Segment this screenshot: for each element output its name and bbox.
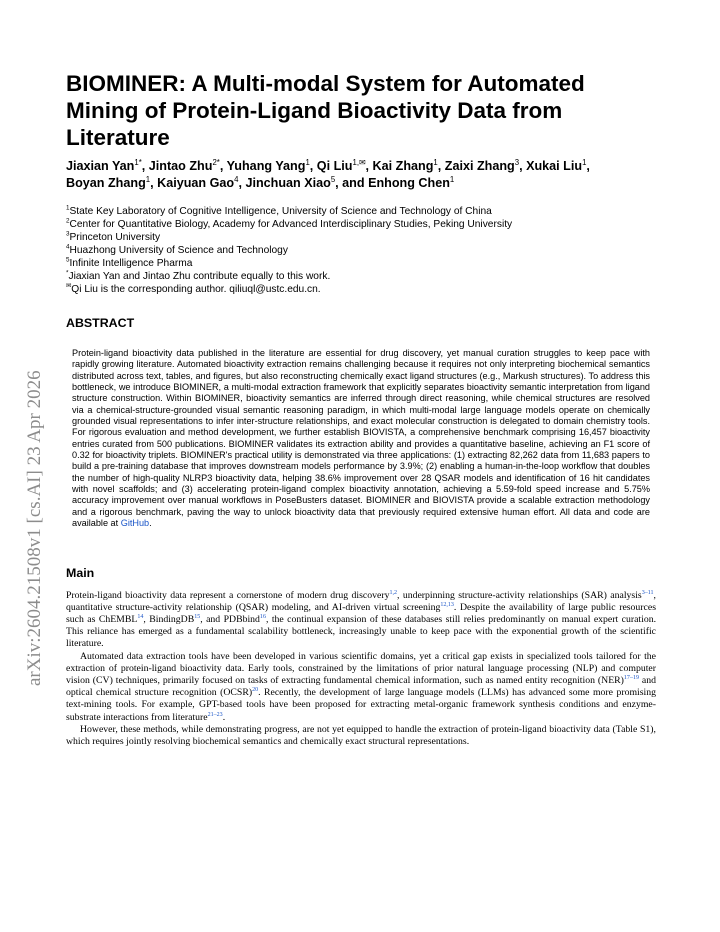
citation-link[interactable]: 12,13	[440, 601, 454, 608]
affiliation-mark: 3	[66, 230, 70, 238]
citation-link[interactable]: 1,2	[389, 589, 398, 596]
affiliation-line	[66, 218, 656, 231]
main-paragraph	[66, 651, 656, 724]
body-text: , the continual expansion of these databases still relies predominantly on manual expert curation. This reliance has emerged as a fundamental scalability bottleneck, increasingly unable to keep pace with the exponential growth of the scientific literature.	[66, 613, 657, 650]
affiliation-mark: 2	[66, 217, 70, 225]
affiliation-mark: *	[66, 269, 69, 277]
citation-link[interactable]: 17–19	[623, 674, 639, 681]
citation-link[interactable]: 20	[252, 686, 259, 693]
author-affiliation-mark: 4	[234, 174, 239, 184]
author-affiliation-mark: 1	[449, 174, 455, 184]
body-text: , quantitative structure-activity relationship (QSAR) modeling, and AI-driven virtual screening	[66, 589, 656, 613]
main-body	[66, 590, 656, 749]
main-paragraph	[66, 724, 656, 748]
body-text: .	[222, 711, 226, 723]
affiliation-line	[66, 257, 656, 270]
affiliation-mark: ✉	[66, 282, 72, 290]
author-affiliation-mark: 1	[433, 157, 438, 167]
abstract-end: .	[149, 518, 152, 529]
affiliation-text: Center for Quantitative Biology, Academy for Advanced Interdisciplinary Studies, Peking University	[69, 219, 513, 230]
body-text: , BindingDB	[143, 613, 195, 625]
affiliation-text: Infinite Intelligence Pharma	[69, 258, 193, 269]
body-text: and optical chemical structure recognition (OCSR)	[66, 674, 657, 699]
citation-link[interactable]: 16	[259, 613, 266, 620]
arxiv-stamp: arXiv:2604.21508v1 [cs.AI] 23 Apr 2026	[24, 370, 45, 686]
abstract-heading: ABSTRACT	[66, 316, 135, 330]
author-affiliation-mark: 1*	[134, 157, 142, 167]
affiliation-line	[66, 283, 656, 296]
author-name: Enhong Chen	[368, 175, 450, 190]
github-link[interactable]: GitHub	[120, 518, 150, 529]
body-text: Protein-ligand bioactivity data represent a cornerstone of modern drug discovery	[66, 589, 390, 601]
author-name: Xukai Liu	[526, 159, 583, 173]
affiliation-line	[66, 205, 656, 218]
author-affiliation-mark: 5	[330, 174, 336, 184]
author-name: Jinchuan Xiao	[245, 175, 331, 190]
author-name: Yuhang Yang	[226, 159, 306, 173]
body-text: , and PDBbind	[200, 613, 260, 625]
paper-page	[66, 70, 656, 748]
abstract-body	[72, 348, 650, 530]
author-affiliation-mark: 1,✉	[352, 157, 366, 167]
main-paragraph	[66, 590, 656, 651]
affiliation-mark: 1	[66, 204, 70, 212]
affiliation-text: Jiaxian Yan and Jintao Zhu contribute equally to this work.	[68, 271, 331, 282]
paper-title: BIOMINER: A Multi-modal System for Automated Mining of Protein-Ligand Bioactivity Data from Literature	[66, 71, 585, 150]
abstract-text: Protein-ligand bioactivity data published in the literature are essential for drug discovery, yet manual curation struggles to keep pace with rapidly growing literature. Automated bioactivity extraction remains challenging because it requires not only interpreting biochemical semantics distributed across text, tables, and figures, but also reconstructing chemically exact ligand structures (e.g., Markush structures). To address this bottleneck, we introduce BIOMINER, a multi-modal extraction framework that explicitly separates bioactivity semantic interpretation from ligand structure construction. Within BIOMINER, bioactivity semantics are inferred through direct reasoning, while chemical structures are resolved via a chemical-structure-grounded visual semantic reasoning paradigm, in which multi-modal large language models operate on chemically grounded visual representations to infer inter-structure relationships, and exact molecular construction is delegated to domain chemistry tools. For rigorous evaluation and method development, we further establish BIOVISTA, a comprehensive benchmark comprising 16,457 bioactivity entries curated from 500 publications. BIOMINER validates its extraction ability and provides a quantitative baseline, achieving an F1 score of 0.32 for bioactivity triplets. BIOMINER's practical utility is demonstrated via three applications: (1) extracting 82,262 data from 11,683 papers to build a pre-training database that improves downstream models performance by 3.9%; (2) enabling a human-in-the-loop workflow that doubles the number of high-quality NLRP3 bioactivity data, helping 38.6% improvement over 28 QSAR models and identification of 16 hit candidates with novel scaffolds; and (3) accelerating protein-ligand complex bioactivity annotation, achieving a 5.59-fold speed increase and 5.75% accuracy improvement over manual workflows in PoseBusters dataset. BIOMINER and BIOVISTA provide a scalable extraction methodology and a rigorous benchmark, paving the way to unlock bioactivity data that previously required extensive human effort. All data and code are available at	[72, 348, 650, 529]
affiliation-line	[66, 270, 656, 283]
citation-link[interactable]: 14	[137, 613, 144, 620]
body-text: . Despite the availability of large public resources such as ChEMBL	[66, 601, 657, 625]
affiliation-text: State Key Laboratory of Cognitive Intelligence, University of Science and Technology of China	[69, 206, 492, 217]
body-text: , underpinning structure-activity relationships (SAR) analysis	[397, 589, 642, 601]
affiliation-mark: 5	[66, 256, 70, 264]
author-name: Boyan Zhang	[66, 175, 146, 190]
affiliation-list	[66, 205, 656, 296]
author-name: Kai Zhang	[372, 159, 434, 173]
author-name: Qi Liu	[316, 159, 353, 173]
author-affiliation-mark: 3	[514, 157, 520, 167]
author-affiliation-mark: 1	[582, 157, 587, 167]
affiliation-mark: 4	[66, 243, 70, 251]
citation-link[interactable]: 3–11	[641, 589, 654, 596]
affiliation-line	[66, 244, 656, 257]
affiliation-line	[66, 231, 656, 244]
body-text: However, these methods, while demonstrating progress, are not yet equipped to handle the extraction of protein-ligand bioactivity data (Table S1), which requires jointly resolving biochemical semantics and chemically exact structural representations.	[66, 723, 656, 747]
affiliation-text: Qi Liu is the corresponding author. qiliuql@ustc.edu.cn.	[71, 284, 321, 295]
author-name: Jintao Zhu	[148, 159, 213, 173]
author-name: Kaiyuan Gao	[157, 175, 235, 190]
author-name: Zaixi Zhang	[444, 159, 515, 173]
author-affiliation-mark: 1	[305, 157, 310, 167]
citation-link[interactable]: 15	[194, 613, 201, 620]
citation-link[interactable]: 21–23	[207, 711, 223, 718]
body-text: . Recently, the development of large language models (LLMs) has advanced some more promising text-mining tools. For example, GPT-based tools have been proposed for extracting metal-organic framework synthesis conditions and enzyme-substrate interactions from literature	[66, 687, 656, 723]
author-name: Jiaxian Yan	[66, 159, 135, 173]
author-affiliation-mark: 1	[145, 174, 151, 184]
body-text: Automated data extraction tools have been developed in various scientific domains, yet a critical gap exists in specialized tools tailored for the extraction of protein-ligand bioactivity data. Early tools, constrained by the limitations of prior natural language processing (NLP) and computer vision (CV) techniques, primarily focused on tasks of extracting fundamental chemical information, such as named entity recognition (NER)	[66, 650, 656, 686]
author-affiliation-mark: 2*	[212, 157, 220, 167]
author-list: Jiaxian Yan$^{1*}$, Jintao Zhu$^{2*}$, Yuhang Yang$^1$, Qi Liu$^{1,✉}$, Kai Zhang$^1$, Zaixi Zhang$^3$, Xukai Liu$^1$, Boyan Zhang$^1$, Kaiyuan Gao$^4$, Jinchuan Xiao$^5$, and Enhong Chen$^1$	[66, 157, 590, 190]
main-heading: Main	[66, 565, 95, 580]
affiliation-text: Princeton University	[69, 232, 161, 243]
affiliation-text: Huazhong University of Science and Technology	[69, 245, 288, 256]
